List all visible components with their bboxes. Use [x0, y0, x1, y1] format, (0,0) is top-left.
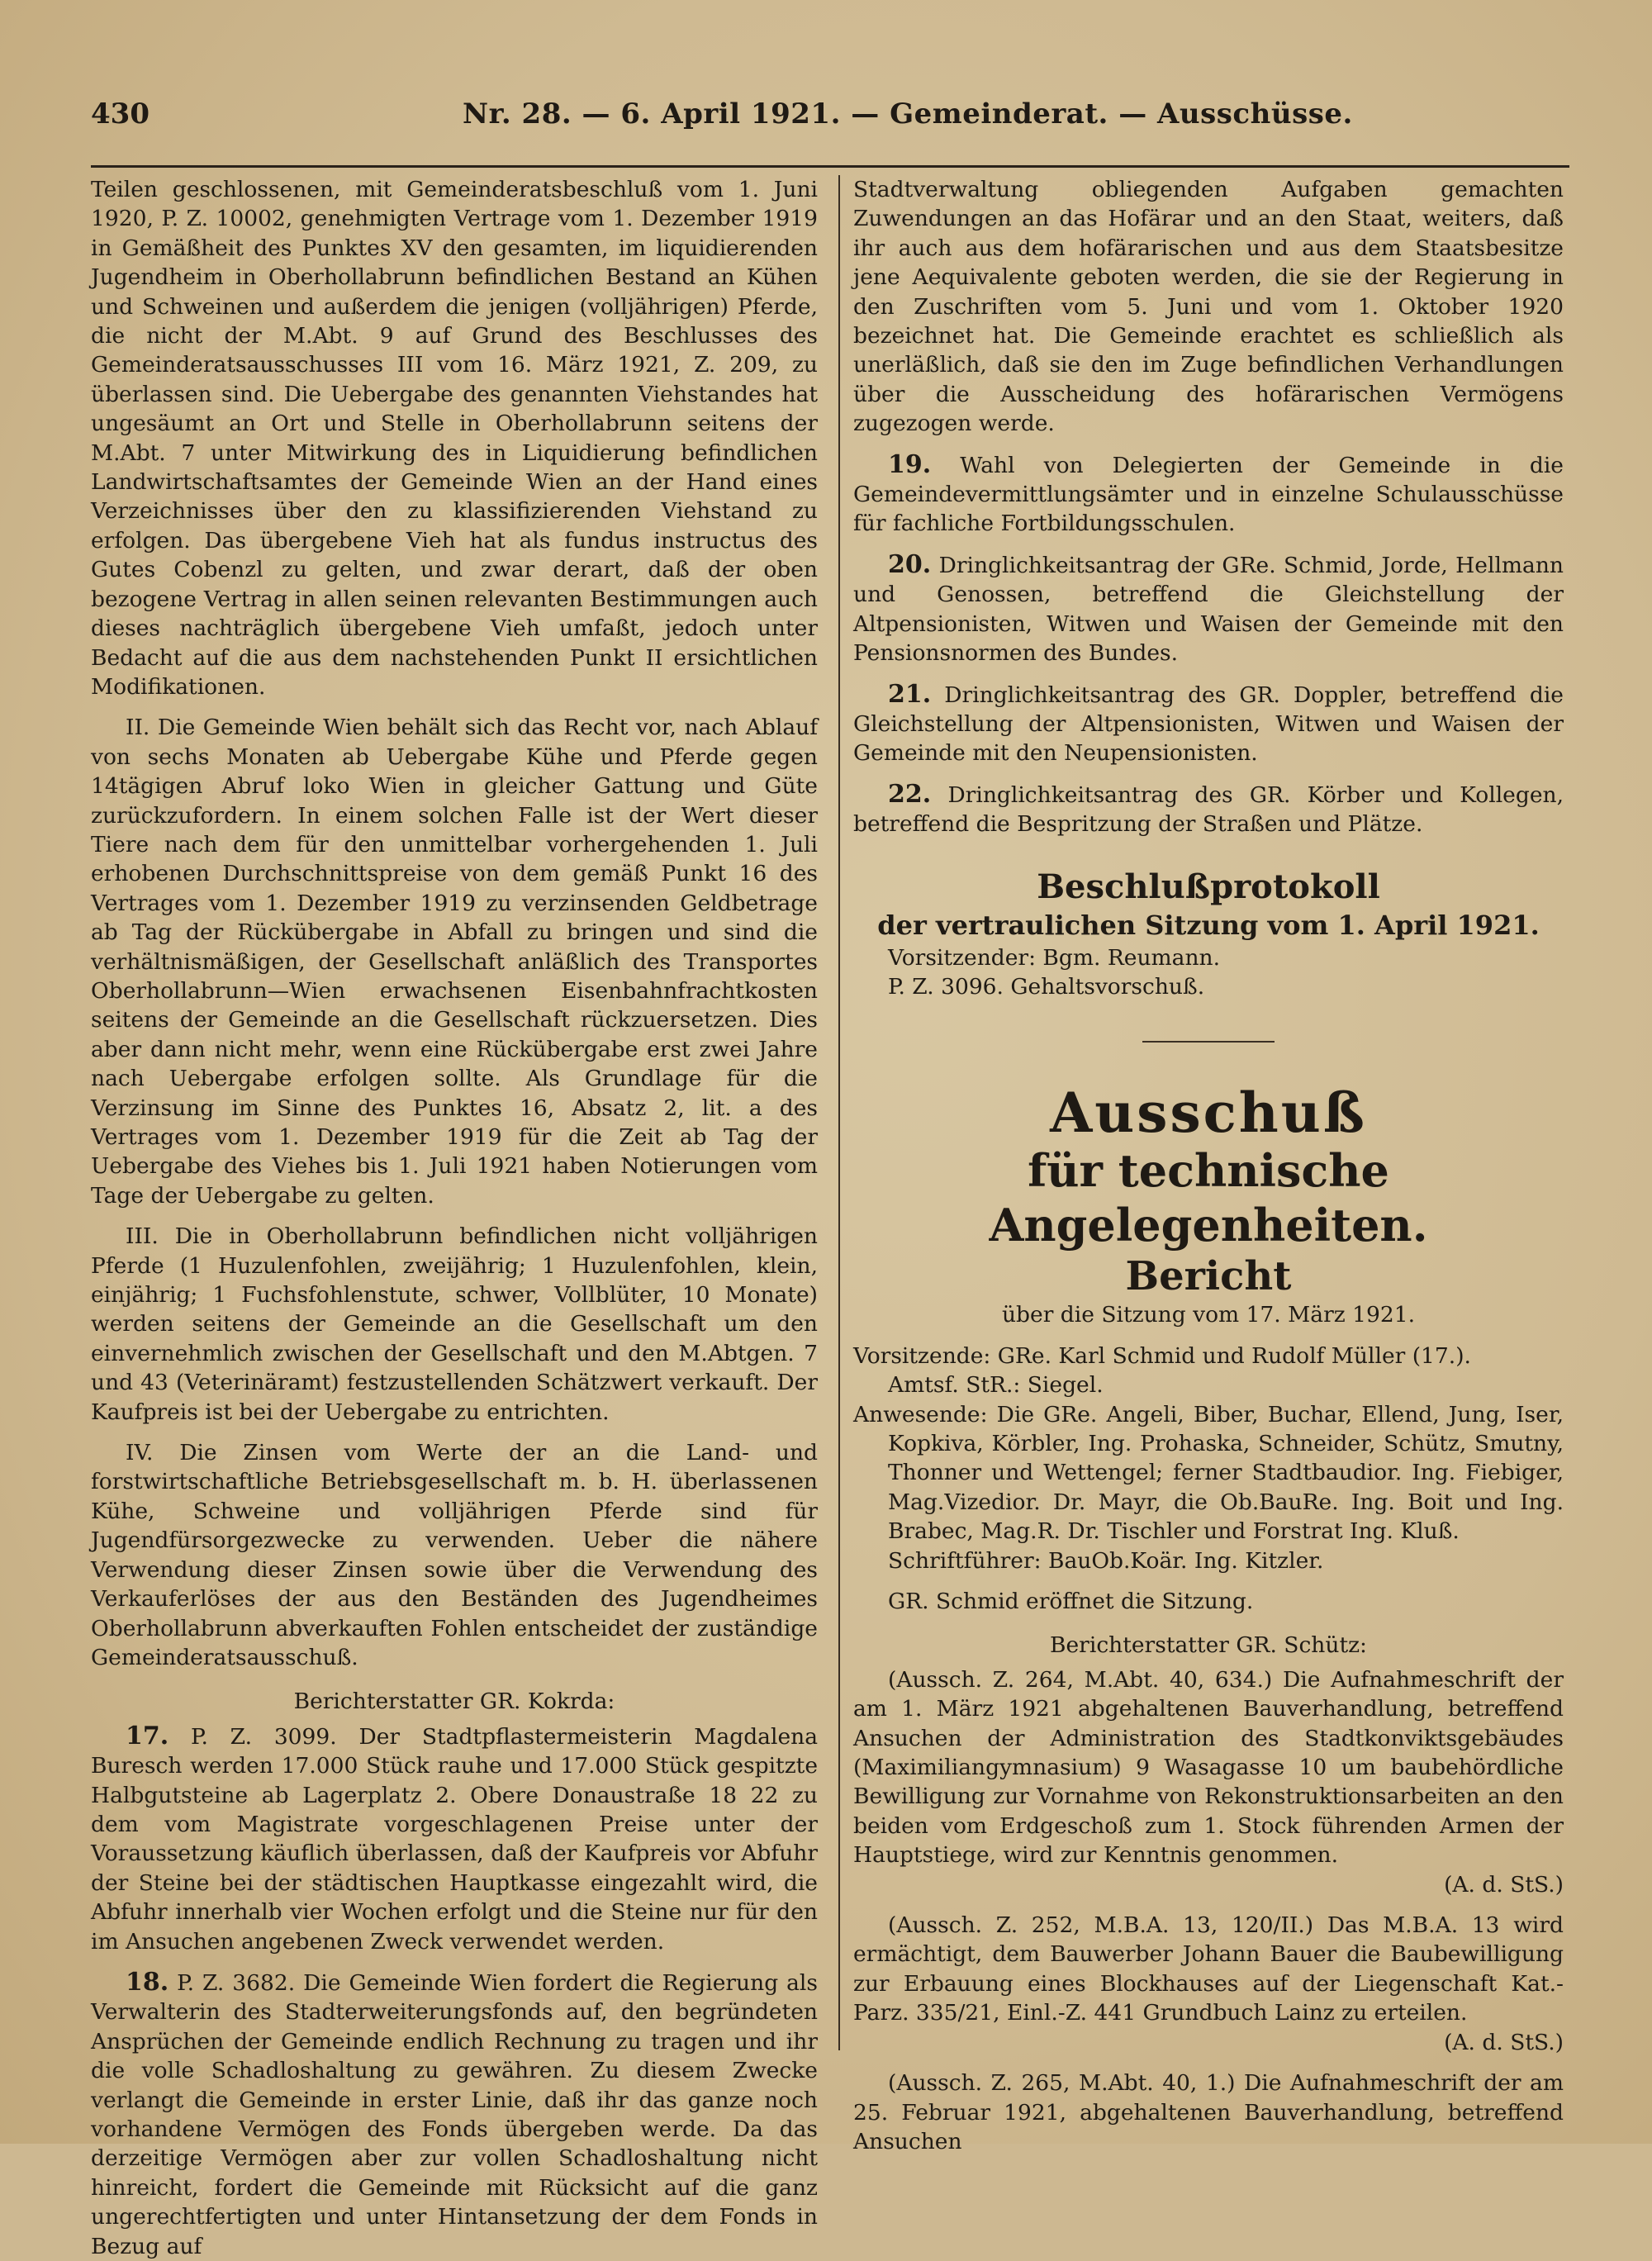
entry-264: (Aussch. Z. 264, M.Abt. 40, 634.) Die Aufnahmeschrift der am 1. März 1921 abgehaltenen Bauverhandlung, betreffend Ansuchen der Administration des Stadtkonviktsgebäudes (Maximiliangymnasium) 9 Wasagasse 10 um baubehördliche Bewilligung zur Vornahme von Rekonstruktionsarbeiten an den beiden vom Erdgeschoß zum 1. Stock führenden Armen der Hauptstiege, wird zur Kenntnis genommen. [853, 1666, 1564, 1869]
item-21 [853, 680, 1564, 768]
secretary-line: Schriftführer: BauOb.Koär. Ing. Kitzler. [888, 1547, 1324, 1574]
committee-title: Ausschuß [1050, 1081, 1367, 1146]
left-paragraph-1: Teilen geschlossenen, mit Gemeinderatsbeschluß vom 1. Juni 1920, P. Z. 10002, genehmigten Vertrage vom 1. Dezember 1919 in Gemäßheit des Punktes XV den gesamten, im liquidierenden Jugendheim in Oberhollabrunn befindlichen Bestand an Kühen und Schweinen und außerdem die jenigen (volljährigen) Pferde, die nicht der M.Abt. 9 auf Grund des Beschlusses des Gemeinderatsausschusses III vom 16. März 1921, Z. 209, zu überlassen sind. Die Uebergabe des genannten Viehstandes hat ungesäumt an Ort und Stelle in Oberhollabrunn seitens der M.Abt. 7 unter Mitwirkung des in Liquidierung befindlichen Landwirtschaftsamtes der Gemeinde Wien an der Hand eines Verzeichnisses über den zu klassifizierenden Viehstand zu erfolgen. Das übergebene Vieh hat als fundus instructus des Gutes Cobenzl zu gelten, und zwar derart, daß der oben bezogene Vertrag in allen seinen relevanten Bestimmungen auch dieses nachträglich übergebene Vieh umfaßt, jedoch unter Bedacht auf die aus dem nachstehenden Punkt II ersichtlichen Modifikationen. [91, 177, 818, 700]
item-21-text: Dringlichkeitsantrag des GR. Doppler, betreffend die Gleichstellung der Altpensionisten, Witwen und Waisen der Gemeinde mit den Neupensionisten. [853, 682, 1564, 767]
item-17 [91, 1722, 818, 1956]
session-date: über die Sitzung vom 17. März 1921. [1001, 1302, 1415, 1328]
report-title: Bericht [1125, 1253, 1292, 1300]
protokoll-subtitle: der vertraulichen Sitzung vom 1. April 1921. [877, 909, 1540, 941]
protokoll-item: P. Z. 3096. Gehaltsvorschuß. [888, 973, 1205, 1000]
amtsf-line: Amtsf. StR.: Siegel. [888, 1372, 1104, 1399]
item-19 [853, 450, 1564, 539]
column-divider [838, 175, 840, 2050]
header-rule [91, 165, 1569, 168]
item-19-text: Wahl von Delegierten der Gemeinde in die Gemeindevermittlungsämter und in einzelne Schulausschüsse für fachliche Fortbildungsschulen. [853, 452, 1564, 537]
right-speaker: Berichterstatter GR. Schütz: [1050, 1632, 1367, 1659]
protokoll-chair: Vorsitzender: Bgm. Reumann. [888, 944, 1221, 971]
chairs-line: Vorsitzende: GRe. Karl Schmid und Rudolf Müller (17.). [853, 1342, 1471, 1369]
protokoll-title: Beschlußprotokoll [1037, 867, 1380, 906]
page-number: 430 [91, 97, 150, 131]
left-column [91, 175, 818, 2261]
section-divider [1142, 1041, 1275, 1043]
entry-264-ref: (A. d. StS.) [1444, 1871, 1564, 1898]
right-column [853, 175, 1564, 2156]
item-18-number: 18. [126, 1967, 169, 1997]
running-head: Nr. 28. — 6. April 1921. — Gemeinderat. — Ausschüsse. [463, 97, 1353, 131]
item-22 [853, 780, 1564, 839]
opening-line: GR. Schmid eröffnet die Sitzung. [888, 1589, 1254, 1614]
item-22-number: 22. [888, 779, 932, 809]
item-20-text: Dringlichkeitsantrag der GRe. Schmid, Jorde, Hellmann und Genossen, betreffend die Gleichstellung der Altpensionisten, Witwen und Waisen der Gemeinde mit den Pensionsnormen des Bundes. [853, 552, 1564, 667]
page-header [91, 91, 1578, 140]
item-18-text: P. Z. 3682. Die Gemeinde Wien fordert die Regierung als Verwalterin des Stadterweiterungsfonds auf, den begründeten Ansprüchen der Gemeinde endlich Rechnung zu tragen und ihr die volle Schadloshaltung zu gewähren. Zu diesem Zwecke verlangt die Gemeinde in erster Linie, daß ihr das ganze noch vorhandene Vermögen des Fonds übergeben werde. Da das derzeitige Vermögen aber zur vollen Schadloshaltung nicht hinreicht, fordert die Gemeinde mit Rücksicht auf die ganz ungerechtfertigten und unter Hintansetzung der dem Fonds in Bezug auf [91, 1969, 818, 2259]
item-17-text: P. Z. 3099. Der Stadtpflastermeisterin Magdalena Buresch werden 17.000 Stück rauhe und 17.000 Stück gespitzte Halbgutsteine ab Lagerplatz 2. Obere Donaustraße 18 22 zu dem vom Magistrate vorgeschlagenen Preise unter der Voraussetzung käuflich überlassen, daß der Kaufpreis vor Abfuhr der Steine bei der städtischen Hauptkasse eingezahlt wird, die Abfuhr innerhalb vier Wochen erfolgt und die Steine nur für den im Ansuchen angebenen Zweck verwendet werden. [91, 1723, 818, 1955]
item-19-number: 19. [888, 449, 932, 479]
item-17-number: 17. [126, 1721, 169, 1750]
item-22-text: Dringlichkeitsantrag des GR. Körber und Kollegen, betreffend die Bespritzung der Straßen und Plätze. [853, 781, 1564, 838]
present-list: Anwesende: Die GRe. Angeli, Biber, Buchar, Ellend, Jung, Iser, Kopkiva, Körbler, Ing. Prohaska, Schneider, Schütz, Smutny, Thonner und Wettengel; ferner Stadtbaudior. Ing. Fiebiger, Mag.Vizedior. Dr. Mayr, die Ob.BauRe. Ing. Boit und Ing. Brabec, Mag.R. Dr. Tischler und Forstrat Ing. Kluß. [853, 1401, 1564, 1545]
item-18 [91, 1968, 818, 2261]
left-speaker: Berichterstatter GR. Kokrda: [293, 1689, 615, 1715]
committee-subtitle: für technische Angelegenheiten. [989, 1144, 1428, 1252]
entry-265: (Aussch. Z. 265, M.Abt. 40, 1.) Die Aufnahmeschrift der am 25. Februar 1921, abgehaltenen Bauverhandlung, betreffend Ansuchen [853, 2070, 1564, 2154]
item-21-number: 21. [888, 679, 932, 709]
left-paragraph-3: III. Die in Oberhollabrunn befindlichen nicht volljährigen Pferde (1 Huzulenfohlen, zweijährig; 1 Huzulenfohlen, klein, einjährig; 1 Fuchsfohlenstute, schwer, Vollblüter, 10 Monate) werden seitens der Gemeinde an die Gesellschaft um den einvernehmlich zwischen der Gesellschaft und den M.Abtgen. 7 und 43 (Veterinäramt) festzustellenden Schätzwert verkauft. Der Kaufpreis ist bei der Uebergabe zu entrichten. [91, 1223, 818, 1425]
left-paragraph-2: II. Die Gemeinde Wien behält sich das Recht vor, nach Ablauf von sechs Monaten ab Uebergabe Kühe und Pferde gegen 14tägigen Abruf loko Wien in gleicher Gattung und Güte zurückzufordern. In einem solchen Falle ist der Wert dieser Tiere nach dem für den unmittelbar vorhergehenden 1. Juli erhobenen Durchschnittspreise von dem gemäß Punkt 16 des Vertrages vom 1. Dezember 1919 zu verzinsenden Geldbetrage ab Tag der Rückübergabe in Abfall zu bringen und sind die verhältnismäßigen, der Gesellschaft anläßlich des Transportes Oberhollabrunn—Wien erwachsenen Eisenbahnfrachtkosten seitens der Gemeinde an die Gesellschaft rückzuersetzen. Dies aber dann nicht mehr, wenn eine Rückübergabe erst zwei Jahre nach Uebergabe erfolgen sollte. Als Grundlage für die Verzinsung im Sinne des Punktes 16, Absatz 2, lit. a des Vertrages vom 1. Dezember 1919 für die Zeit ab Tag der Uebergabe des Viehes bis 1. Juli 1921 haben Notierungen vom Tage der Uebergabe zu gelten. [91, 715, 818, 1209]
item-20-number: 20. [888, 549, 932, 579]
right-paragraph-1: Stadtverwaltung obliegenden Aufgaben gemachten Zuwendungen an das Hofärar und an den Staat, weiters, daß ihr auch aus dem hofärarischen und aus dem Staatsbesitze jene Aequivalente geboten werden, die sie der Regierung in den Zuschriften vom 5. Juni und vom 1. Oktober 1920 bezeichnet hat. Die Gemeinde erachtet es schließlich als unerläßlich, daß sie den im Zuge befindlichen Verhandlungen über die Ausscheidung des hofärarischen Vermögens zugezogen werde. [853, 177, 1564, 437]
entry-252: (Aussch. Z. 252, M.B.A. 13, 120/II.) Das M.B.A. 13 wird ermächtigt, dem Bauwerber Johann Bauer die Baubewilligung zur Erbauung eines Blockhauses auf der Liegenschaft Kat.-Parz. 335/21, Einl.-Z. 441 Grundbuch Lainz zu erteilen. [853, 1912, 1564, 2026]
entry-252-ref: (A. d. StS.) [1444, 2029, 1564, 2055]
item-20 [853, 550, 1564, 668]
left-paragraph-4: IV. Die Zinsen vom Werte der an die Land- und forstwirtschaftliche Betriebsgesellschaft m. b. H. überlassenen Kühe, Schweine und volljährigen Pferde sind für Jugendfürsorgezwecke zu verwenden. Ueber die nähere Verwendung dieser Zinsen sowie über die Verwendung des Verkauferlöses der aus den Beständen des Jugendheimes Oberhollabrunn abverkauften Fohlen entscheidet der zuständige Gemeinderatsausschuß. [91, 1440, 818, 1670]
